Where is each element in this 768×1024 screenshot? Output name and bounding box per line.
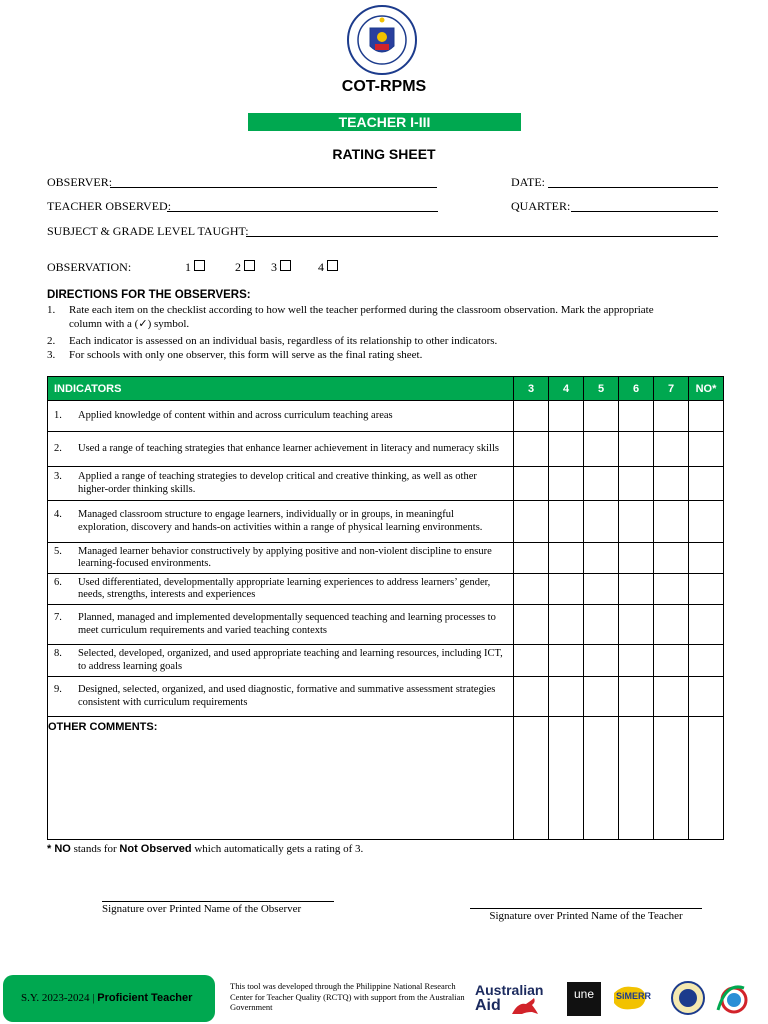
- rating-cell[interactable]: [514, 543, 549, 574]
- header-rating-7: 7: [654, 377, 689, 401]
- rating-cell[interactable]: [689, 467, 724, 501]
- rating-cell[interactable]: [584, 605, 619, 645]
- table-row: [48, 501, 724, 543]
- table-row: [48, 401, 724, 432]
- rating-cell[interactable]: [619, 543, 654, 574]
- comment-rating-cell: [619, 717, 654, 840]
- rating-cell[interactable]: [654, 501, 689, 543]
- indicator-cell: [48, 645, 514, 677]
- rating-cell[interactable]: [549, 467, 584, 501]
- direction-line: column with a (✓) symbol.: [69, 318, 190, 330]
- not-observed-note: [47, 843, 363, 855]
- table-row: [48, 432, 724, 467]
- kangaroo-icon: [510, 996, 540, 1016]
- direction-number: 3.: [47, 349, 56, 361]
- rating-cell[interactable]: [584, 401, 619, 432]
- direction-text: Each indicator is assessed on an individual basis, regardless of its relationship to other indicators.: [69, 335, 498, 347]
- indicator-cell: [48, 605, 514, 645]
- note-not-observed: Not Observed: [119, 843, 192, 855]
- rating-cell[interactable]: [654, 543, 689, 574]
- footer-note: This tool was developed through the Philippine National Research Center for Teacher Quality (RCTQ) with support from the Australian Government: [230, 981, 465, 1012]
- observation-option-3[interactable]: [271, 260, 291, 275]
- indicator-number: 5.: [54, 545, 62, 557]
- teacher-observed-label: TEACHER OBSERVED:: [47, 199, 172, 213]
- indicator-number: 6.: [54, 576, 62, 588]
- header-not-observed: NO*: [689, 377, 724, 401]
- rating-cell[interactable]: [584, 574, 619, 605]
- header-rating-4: 4: [549, 377, 584, 401]
- rating-cell[interactable]: [549, 401, 584, 432]
- direction-item: [47, 303, 723, 331]
- rating-cell[interactable]: [584, 467, 619, 501]
- subject-field[interactable]: [246, 236, 718, 237]
- rating-cell[interactable]: [619, 467, 654, 501]
- observation-option-2[interactable]: [235, 260, 255, 275]
- footer-school-year-badge: [3, 975, 215, 1022]
- indicator-text: Managed classroom structure to engage learners, individually or in groups, in meaningful exploration, discovery and hands-on activities within a range of physical learning environments.: [78, 509, 483, 533]
- rating-cell[interactable]: [689, 432, 724, 467]
- direction-text: [69, 303, 709, 331]
- direction-item: [47, 348, 723, 362]
- direction-number: 2.: [47, 335, 56, 347]
- observation-option-1[interactable]: [185, 260, 205, 275]
- table-row: [48, 543, 724, 574]
- other-comments-cell[interactable]: OTHER COMMENTS:: [48, 717, 514, 840]
- comment-rating-cell: [654, 717, 689, 840]
- rating-cell[interactable]: [549, 432, 584, 467]
- option-label: 1: [185, 260, 191, 274]
- indicator-text: Used a range of teaching strategies that enhance learner achievement in literacy and numeracy skills: [78, 442, 499, 454]
- observation-label: OBSERVATION:: [47, 260, 132, 274]
- rating-cell[interactable]: [619, 574, 654, 605]
- rating-cell[interactable]: [654, 432, 689, 467]
- rctq-logo-icon: [712, 980, 752, 1016]
- checkbox[interactable]: [327, 260, 338, 271]
- note-text: which automatically gets a rating of 3.: [191, 843, 364, 855]
- rating-cell[interactable]: [689, 605, 724, 645]
- comment-rating-cell: [514, 717, 549, 840]
- indicator-text: Selected, developed, organized, and used appropriate teaching and learning resources, including ICT, to address learning goals: [78, 648, 503, 672]
- indicator-cell: [48, 432, 514, 467]
- note-no: * NO: [47, 843, 71, 855]
- rating-cell[interactable]: [514, 401, 549, 432]
- rating-cell[interactable]: [514, 574, 549, 605]
- date-label: DATE:: [511, 175, 545, 189]
- indicator-number: 1.: [54, 409, 62, 421]
- rating-cell[interactable]: [619, 677, 654, 717]
- rating-cell[interactable]: [514, 605, 549, 645]
- indicator-text: Used differentiated, developmentally appropriate learning experiences to address learners’ gender, needs, strengths, interests and experiences: [78, 576, 491, 600]
- checkbox[interactable]: [244, 260, 255, 271]
- indicators-table: [47, 376, 724, 840]
- table-row: [48, 677, 724, 717]
- deped-seal-logo: [339, 4, 425, 76]
- table-header-row: [48, 377, 724, 401]
- rating-cell[interactable]: [654, 677, 689, 717]
- checkbox[interactable]: [194, 260, 205, 271]
- teacher-level: Proficient Teacher: [97, 992, 193, 1004]
- directions-heading: DIRECTIONS FOR THE OBSERVERS:: [47, 289, 251, 301]
- school-year: S.Y. 2023-2024 |: [21, 992, 98, 1004]
- table-row: [48, 645, 724, 677]
- indicator-cell: [48, 574, 514, 605]
- indicator-text: Applied a range of teaching strategies to develop critical and creative thinking, as well as other higher-order thinking skills.: [78, 471, 477, 495]
- date-field[interactable]: [548, 187, 718, 188]
- observer-field[interactable]: [110, 187, 437, 188]
- checkbox[interactable]: [280, 260, 291, 271]
- position-banner: TEACHER I-III: [248, 113, 521, 131]
- university-seal-icon: [670, 980, 706, 1016]
- indicator-number: 4.: [54, 509, 62, 520]
- table-row: [48, 605, 724, 645]
- indicator-text: Managed learner behavior constructively by applying positive and non-violent discipline to ensure learning-focused environments.: [78, 545, 492, 569]
- une-logo: [567, 982, 601, 1016]
- indicator-cell: [48, 501, 514, 543]
- rating-cell[interactable]: [654, 401, 689, 432]
- rating-cell[interactable]: [514, 501, 549, 543]
- indicator-cell: [48, 467, 514, 501]
- comment-rating-cell: [584, 717, 619, 840]
- option-label: 3: [271, 260, 277, 274]
- rating-cell[interactable]: [514, 432, 549, 467]
- rating-cell[interactable]: [689, 645, 724, 677]
- simerr-text: SiMERR: [616, 991, 652, 1001]
- rating-cell[interactable]: [619, 432, 654, 467]
- header-rating-6: 6: [619, 377, 654, 401]
- observer-label: OBSERVER:: [47, 175, 113, 189]
- rating-cell[interactable]: [514, 645, 549, 677]
- rating-cell[interactable]: [654, 645, 689, 677]
- rating-cell[interactable]: [654, 467, 689, 501]
- rating-cell[interactable]: [584, 645, 619, 677]
- quarter-field[interactable]: [571, 211, 718, 212]
- rating-cell[interactable]: [549, 543, 584, 574]
- observer-signature-line: Signature over Printed Name of the Observer: [102, 901, 334, 915]
- quarter-label: QUARTER:: [511, 199, 571, 213]
- indicator-cell: [48, 677, 514, 717]
- rating-cell[interactable]: [654, 605, 689, 645]
- rating-cell[interactable]: [514, 677, 549, 717]
- note-text: stands for: [70, 843, 120, 855]
- simerr-logo: [610, 983, 650, 1013]
- une-text: une: [573, 987, 595, 1001]
- rating-cell[interactable]: [549, 677, 584, 717]
- indicator-text: Designed, selected, organized, and used diagnostic, formative and summative assessment strategies consistent with curriculum requirements: [78, 684, 496, 708]
- rating-cell[interactable]: [619, 401, 654, 432]
- comment-rating-cell: [689, 717, 724, 840]
- rating-cell[interactable]: [584, 432, 619, 467]
- indicator-number: 9.: [54, 684, 62, 695]
- indicator-number: 2.: [54, 442, 62, 454]
- rating-cell[interactable]: [549, 574, 584, 605]
- rating-cell[interactable]: [619, 605, 654, 645]
- option-label: 2: [235, 260, 241, 274]
- comment-rating-cell: [549, 717, 584, 840]
- indicator-text: Applied knowledge of content within and across curriculum teaching areas: [78, 409, 393, 421]
- rating-cell[interactable]: [689, 574, 724, 605]
- indicator-number: 8.: [54, 648, 62, 659]
- rating-cell[interactable]: [584, 543, 619, 574]
- rating-cell[interactable]: [584, 677, 619, 717]
- indicator-cell: [48, 401, 514, 432]
- page-title: COT-RPMS: [341, 78, 427, 95]
- table-row: [48, 467, 724, 501]
- option-label: 4: [318, 260, 324, 274]
- rating-cell[interactable]: [689, 543, 724, 574]
- teacher-signature-line: Signature over Printed Name of the Teacher: [470, 908, 702, 922]
- rating-cell[interactable]: [584, 501, 619, 543]
- observation-option-4[interactable]: [318, 260, 338, 275]
- rating-cell[interactable]: [549, 501, 584, 543]
- header-indicators: INDICATORS: [48, 377, 514, 401]
- rating-cell[interactable]: [689, 677, 724, 717]
- indicator-text: Planned, managed and implemented developmentally sequenced teaching and learning processes to meet curriculum requirements and varied teaching contexts: [78, 612, 496, 636]
- sheet-subtitle: RATING SHEET: [332, 146, 436, 162]
- rating-cell[interactable]: [549, 605, 584, 645]
- subject-label: SUBJECT & GRADE LEVEL TAUGHT:: [47, 224, 249, 238]
- rating-cell[interactable]: [689, 401, 724, 432]
- rating-cell[interactable]: [549, 645, 584, 677]
- header-rating-3: 3: [514, 377, 549, 401]
- rating-cell[interactable]: [689, 501, 724, 543]
- header-rating-5: 5: [584, 377, 619, 401]
- direction-line: Rate each item on the checklist according to how well the teacher performed during the classroom observation. Mark the appropriate: [69, 304, 654, 316]
- rating-cell[interactable]: [654, 574, 689, 605]
- indicator-number: 7.: [54, 612, 62, 623]
- rating-cell[interactable]: [514, 467, 549, 501]
- rating-cell[interactable]: [619, 645, 654, 677]
- aid-line: Aid: [475, 997, 501, 1014]
- teacher-observed-field[interactable]: [167, 211, 438, 212]
- direction-number: 1.: [47, 304, 56, 316]
- table-row: [48, 574, 724, 605]
- rating-cell[interactable]: [619, 501, 654, 543]
- indicator-cell: [48, 543, 514, 574]
- direction-text: For schools with only one observer, this form will serve as the final rating sheet.: [69, 349, 423, 361]
- direction-item: [47, 334, 723, 348]
- comments-row: [48, 717, 724, 840]
- indicator-number: 3.: [54, 471, 62, 482]
- aid-line: Australian: [475, 982, 544, 998]
